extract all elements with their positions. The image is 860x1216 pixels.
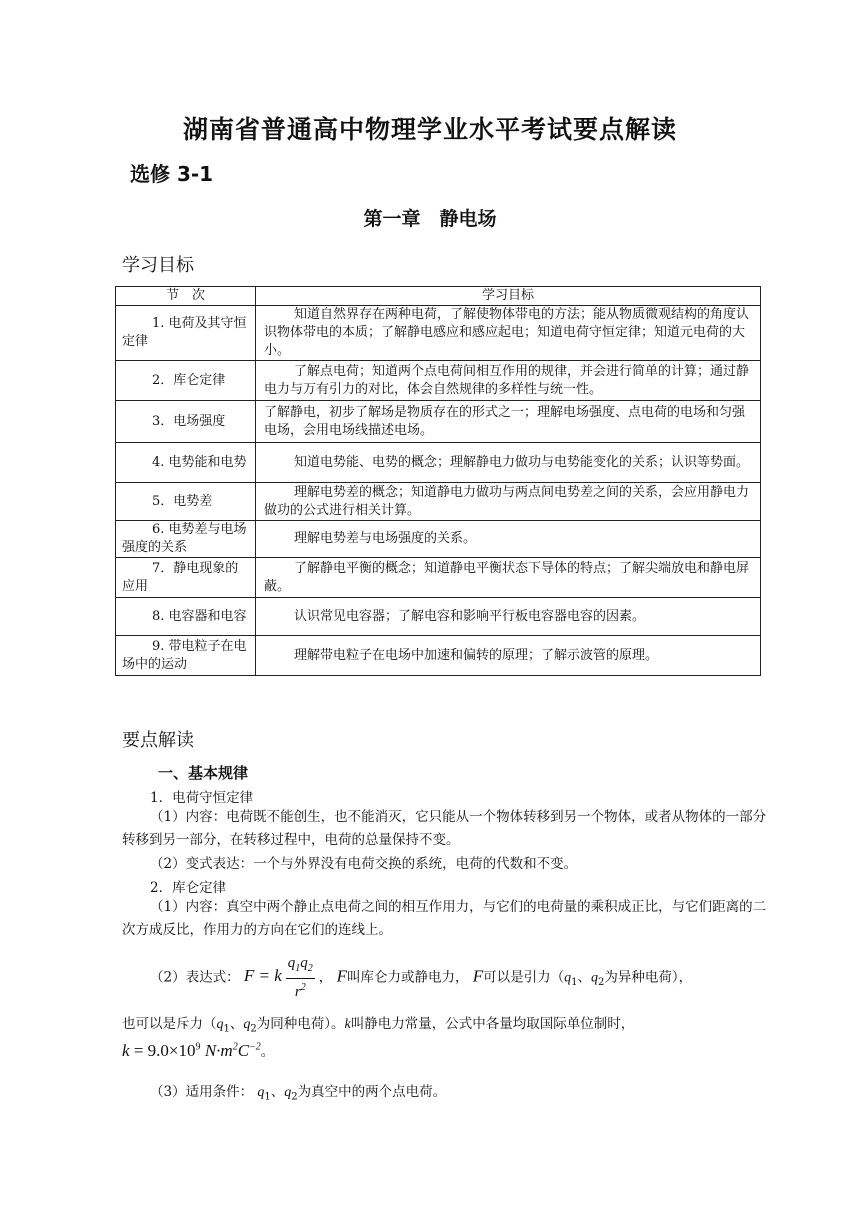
law2-expression-line: （2）表达式： F = k $\frac{q_1q_2}{r^2}$ ， F叫库仑力或静电力， F可以是引力（$q_1$、$q_2$为异种电荷）， <box>150 955 693 1000</box>
law1-content: （1）内容：电荷既不能创生，也不能消灭，它只能从一个物体转移到另一个物体，或者从物体的一部分转移到另一部分，在转移过程中，电荷的总量保持不变。 <box>122 809 767 848</box>
expression-label: （2）表达式： <box>150 969 240 986</box>
row-goal: 了解静电，初步了解场是物质存在的形式之一；理解电场强度、点电荷的电场和匀强电场，会用电场线描述电场。 <box>256 401 761 443</box>
table-row <box>116 401 761 443</box>
table-row <box>116 598 761 636</box>
chapter-heading: 第一章 静电场 <box>363 208 497 230</box>
row-section: 4. 电势能和电势 <box>116 443 256 483</box>
goals-heading: 学习目标 <box>122 255 194 276</box>
law2-line2: 也可以是斥力（$q_1$、$q_2$为同种电荷）。k叫静电力常量，公式中各量均取国际单位制时， <box>122 1016 635 1035</box>
row-section: 9. 带电粒子在电场中的运动 <box>116 636 256 676</box>
law2-title: 2．库仑定律 <box>150 880 227 896</box>
table-row <box>116 483 761 521</box>
row-goal: 知道电势能、电势的概念；理解静电力做功与电势能变化的关系；认识等势面。 <box>256 443 761 483</box>
row-section: 7．静电现象的应用 <box>116 558 256 598</box>
law2-content: （1）内容：真空中两个静止点电荷之间的相互作用力，与它们的电荷量的乘积成正比，与它们距离的二次方成反比，作用力的方向在它们的连线上。 <box>122 899 767 938</box>
row-goal: 理解带电粒子在电场中加速和偏转的原理；了解示波管的原理。 <box>256 636 761 676</box>
module-subtitle: 选修 3-1 <box>130 162 214 186</box>
table-row <box>116 521 761 558</box>
table-row <box>116 361 761 401</box>
row-section: 8. 电容器和电容 <box>116 598 256 636</box>
table-row <box>116 306 761 361</box>
law1-title: 1．电荷守恒定律 <box>150 790 254 806</box>
header-section: 节 次 <box>116 287 256 306</box>
document-title: 湖南省普通高中物理学业水平考试要点解读 <box>182 115 677 144</box>
row-section: 3．电场强度 <box>116 401 256 443</box>
row-section: 5．电势差 <box>116 483 256 521</box>
table-row <box>116 558 761 598</box>
law2-conditions: （3）适用条件： $q_1$、$q_2$为真空中的两个点电荷。 <box>150 1084 447 1103</box>
row-goal: 理解电势差与电场强度的关系。 <box>256 521 761 558</box>
row-section: 1. 电荷及其守恒定律 <box>116 306 256 361</box>
row-goal: 认识常见电容器；了解电容和影响平行板电容器电容的因素。 <box>256 598 761 636</box>
coulomb-formula: F = k $\frac{q_1q_2}{r^2}$ <box>243 955 313 1000</box>
coulomb-constant: $k = 9.0\times 10^9$ $N\cdot m^2C^{-2}$。 <box>122 1041 275 1060</box>
table-row <box>116 636 761 676</box>
part-heading: 一、基本规律 <box>158 764 249 782</box>
table-row <box>116 443 761 483</box>
row-goal: 理解电势差的概念；知道静电力做功与两点间电势差之间的关系，会应用静电力做功的公式进行相关计算。 <box>256 483 761 521</box>
row-goal: 了解点电荷；知道两个点电荷间相互作用的规律，并会进行简单的计算；通过静电力与万有引力的对比，体会自然规律的多样性与统一性。 <box>256 361 761 401</box>
goals-table <box>115 286 761 676</box>
header-goal: 学习目标 <box>256 287 761 306</box>
law1-variant: （2）变式表达：一个与外界没有电荷交换的系统，电荷的代数和不变。 <box>150 856 578 872</box>
points-heading: 要点解读 <box>122 730 194 751</box>
row-section: 2．库仑定律 <box>116 361 256 401</box>
row-section: 6. 电势差与电场强度的关系 <box>116 521 256 558</box>
row-goal: 了解静电平衡的概念；知道静电平衡状态下导体的特点；了解尖端放电和静电屏蔽。 <box>256 558 761 598</box>
table-header-row <box>116 287 761 306</box>
row-goal: 知道自然界存在两种电荷，了解使物体带电的方法；能从物质微观结构的角度认识物体带电的本质；了解静电感应和感应起电；知道电荷守恒定律；知道元电荷的大小。 <box>256 306 761 361</box>
